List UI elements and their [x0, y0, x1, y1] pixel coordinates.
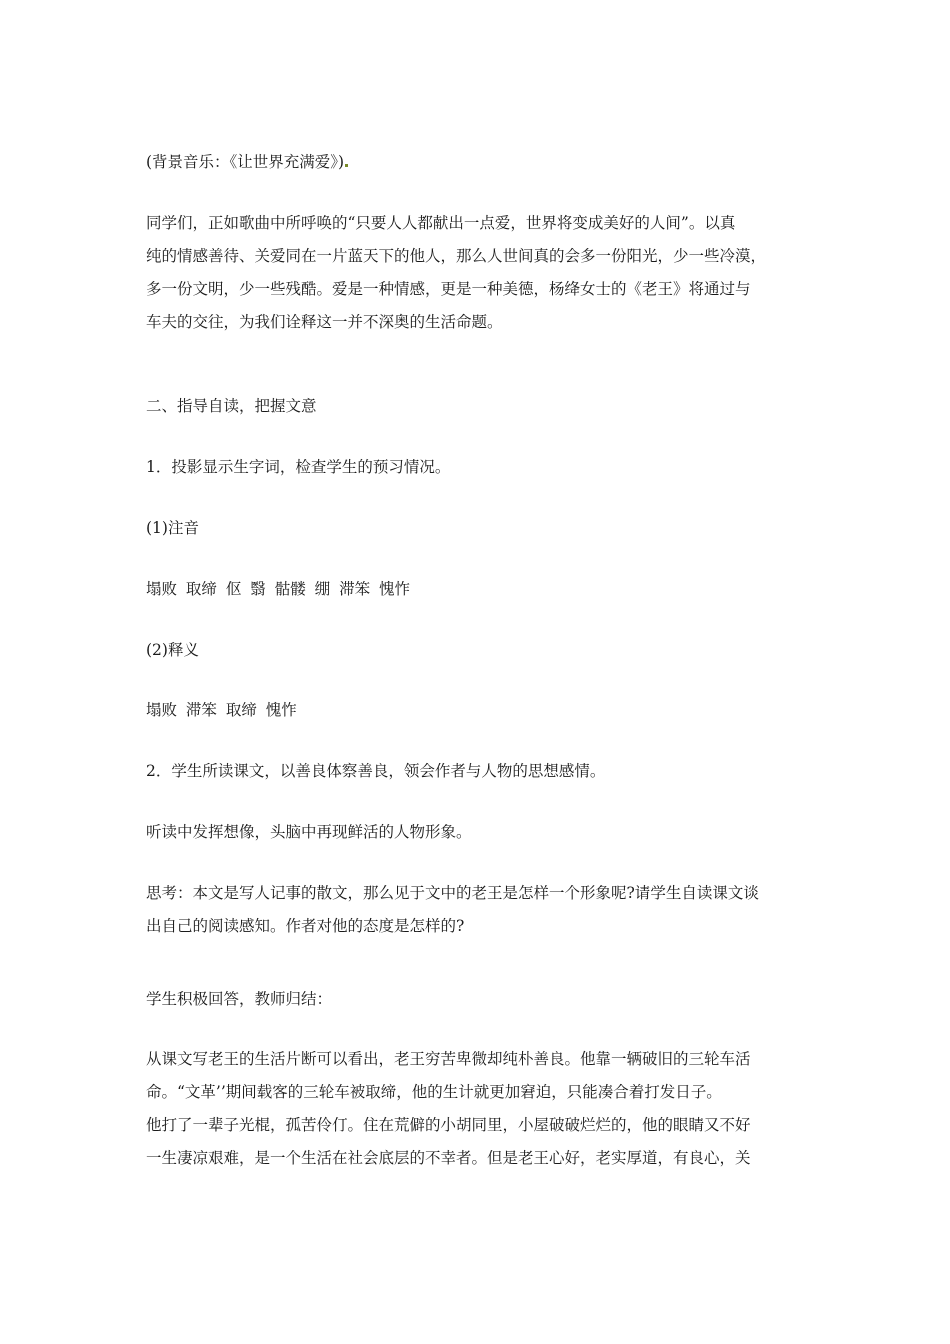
- intro-line: 车夫的交往，为我们诠释这一并不深奥的生活命题。: [146, 313, 503, 331]
- intro-line: 多一份文明，少一些残酷。爱是一种情感，更是一种美德，杨绛女士的《老王》将通过与: [146, 280, 751, 298]
- item-1: 1．投影显示生字词，检查学生的预习情况。: [146, 458, 451, 476]
- sub-item-2-words: 塌败 滞笨 取缔 愧怍: [146, 701, 297, 719]
- background-music-text: (背景音乐：《让世界充满爱》): [146, 153, 345, 171]
- intro-line: 同学们，正如歌曲中所呼唤的“只要人人都献出一点爱，世界将变成美好的人间”。以真: [146, 214, 736, 232]
- answer-intro: 学生积极回答，教师归结：: [146, 990, 333, 1008]
- think-line: 思考：本文是写人记事的散文，那么见于文中的老王是怎样一个形象呢?请学生自读课文谈: [146, 884, 759, 902]
- sub-item-1-label: (1)注音: [146, 519, 199, 537]
- decorative-dot: [345, 164, 348, 167]
- item-2: 2．学生所读课文，以善良体察善良，领会作者与人物的思想感情。: [146, 762, 606, 780]
- summary-line: 从课文写老王的生活片断可以看出，老王穷苦卑微却纯朴善良。他靠一辆破旧的三轮车活: [146, 1050, 751, 1068]
- think-question: [146, 877, 816, 943]
- sub-item-2-label: (2)释义: [146, 641, 199, 659]
- background-music-note: [146, 146, 816, 179]
- section-heading: 二、指导自读，把握文意: [146, 397, 317, 415]
- think-line: 出自己的阅读感知。作者对他的态度是怎样的?: [146, 917, 465, 935]
- summary-line: 一生凄凉艰难，是一个生活在社会底层的不幸者。但是老王心好，老实厚道，有良心，关: [146, 1149, 751, 1167]
- listen-instruction: 听读中发挥想像，头脑中再现鲜活的人物形象。: [146, 823, 472, 841]
- summary-line: 命。“文革’’期间载客的三轮车被取缔，他的生计就更加窘迫，只能凑合着打发日子。: [146, 1083, 722, 1101]
- sub-item-1-words: 塌败 取缔 伛 翳 骷髅 绷 滞笨 愧怍: [146, 580, 410, 598]
- summary-line: 他打了一辈子光棍，孤苦伶仃。住在荒僻的小胡同里，小屋破破烂烂的，他的眼睛又不好: [146, 1116, 751, 1134]
- intro-paragraph: [146, 207, 816, 339]
- summary-paragraph: [146, 1043, 816, 1175]
- intro-line: 纯的情感善待、关爱同在一片蓝天下的他人，那么人世间真的会多一份阳光，少一些冷漠，: [146, 247, 767, 265]
